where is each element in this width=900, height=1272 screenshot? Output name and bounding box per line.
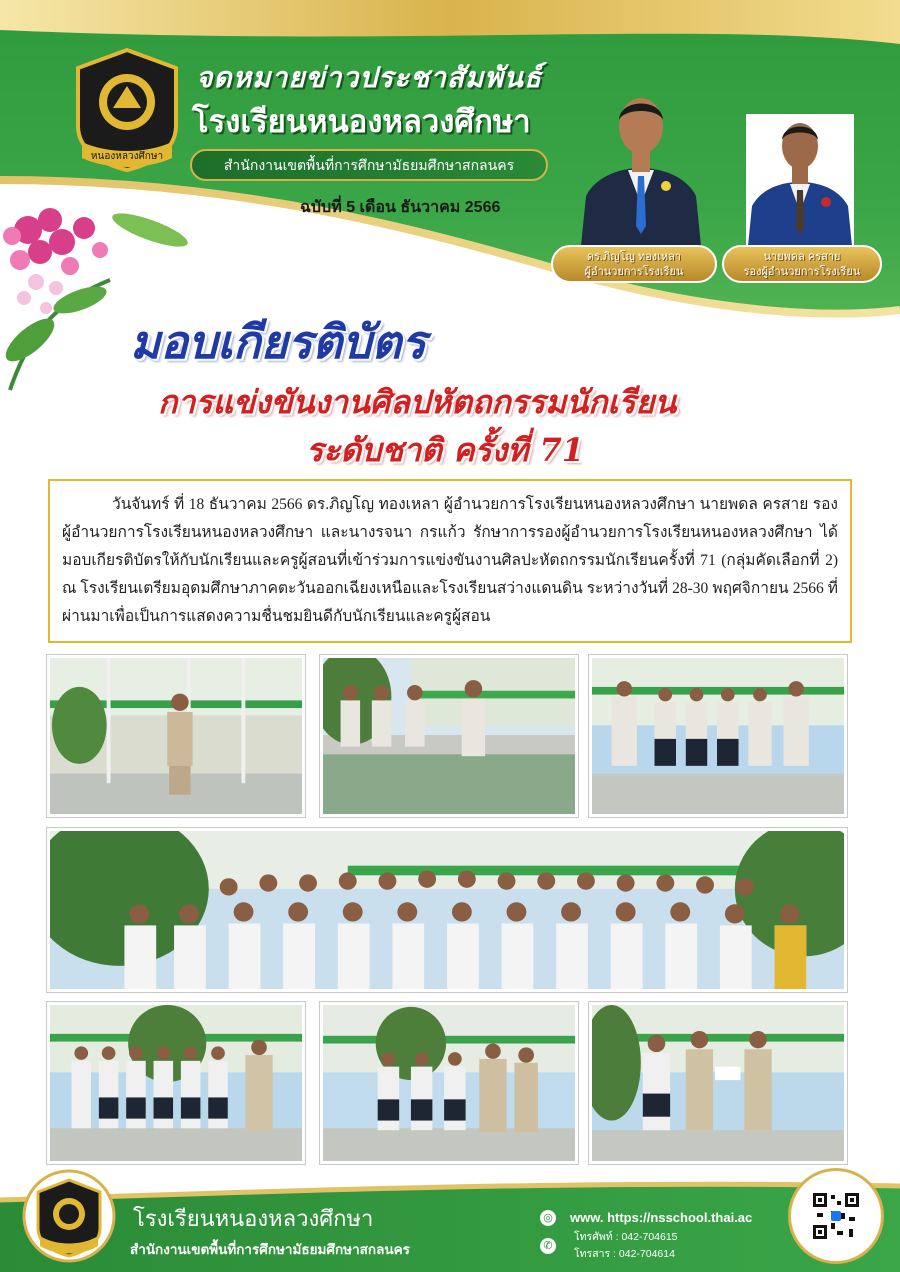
deputy-name: นายพดล ครสาย: [763, 251, 841, 263]
headline-level: ระดับชาติ ครั้งที่ 71: [306, 431, 585, 469]
qr-code-icon: [788, 1168, 884, 1264]
event-photo-6: [320, 1002, 578, 1164]
logo-caption: หนองหลวงศึกษา: [90, 151, 164, 162]
event-photo-7: [589, 1002, 847, 1164]
footer-school-name: โรงเรียนหนองหลวงศึกษา: [133, 1206, 374, 1231]
issue-label: ฉบับที่ 5 เดือน ธันวาคม 2566: [300, 199, 501, 216]
deputy-position: รองผู้อำนวยการโรงเรียน: [743, 266, 861, 278]
event-photo-3: [589, 655, 847, 817]
deputy-director-photo: [746, 114, 854, 246]
event-photo-1: [47, 655, 305, 817]
event-photo-2: [320, 655, 578, 817]
newsletter-title: จดหมายข่าวประชาสัมพันธ์: [196, 61, 543, 94]
phone-icon: ✆: [540, 1238, 556, 1254]
footer-website[interactable]: www. https://nsschool.thai.ac: [570, 1210, 753, 1225]
director-photo: [576, 86, 706, 246]
event-photo-5: [47, 1002, 305, 1164]
article-body: วันจันทร์ ที่ 18 ธันวาคม 2566 ดร.ภิญโญ ทองเหลา ผู้อำนวยการโรงเรียนหนองหลวงศึกษา นายพดล ครสาย รองผู้อำนวยการโรงเรียนหนองหลวงศึกษา และนางรจนา กรแก้ว รักษาการรองผู้อำนวยการโรงเรียนหนองหลวงศึกษา ได้มอบเกียรติบัตรให้กับนักเรียนและครูผู้สอนที่เข้าร่วมการแข่งขันงานศิลปะหัตถกรรมนักเรียนครั้งที่ 71 (กลุ่มคัดเลือกที่ 2) ณ โรงเรียนเตรียมอุดมศึกษาภาคตะวันออกเฉียงเหนือและโรงเรียนสว่างแดนดิน ระหว่างวันที่ 28-30 พฤศจิกายน 2566 ที่ผ่านมาเพื่อเป็นการแสดงความชื่นชมยินดีกับนักเรียนและครูผู้สอน: [62, 496, 838, 625]
event-photo-group: [47, 828, 847, 992]
article-box: [48, 479, 852, 643]
headline-main: มอบเกียรติบัตร: [130, 315, 427, 369]
office-label: สำนักงานเขตพื้นที่การศึกษามัธยมศึกษาสกลนคร: [190, 149, 548, 181]
deputy-name-badge: [722, 245, 882, 283]
director-name-badge: [551, 245, 717, 283]
footer-office: สำนักงานเขตพื้นที่การศึกษามัธยมศึกษาสกลนคร: [130, 1242, 410, 1257]
globe-icon: ◎: [540, 1210, 556, 1226]
school-name-title: โรงเรียนหนองหลวงศึกษา: [192, 104, 531, 139]
director-name: ดร.ภิญโญ ทองเหลา: [586, 251, 682, 263]
headline-sub: การแข่งขันงานศิลปหัตถกรรมนักเรียน: [158, 383, 677, 421]
school-logo: [68, 46, 186, 174]
footer-fax: โทรสาร : 042-704614: [574, 1248, 675, 1260]
director-position: ผู้อำนวยการโรงเรียน: [584, 266, 684, 278]
footer-school-logo: [22, 1168, 116, 1264]
footer-telephone: โทรศัพท์ : 042-704615: [574, 1231, 678, 1243]
